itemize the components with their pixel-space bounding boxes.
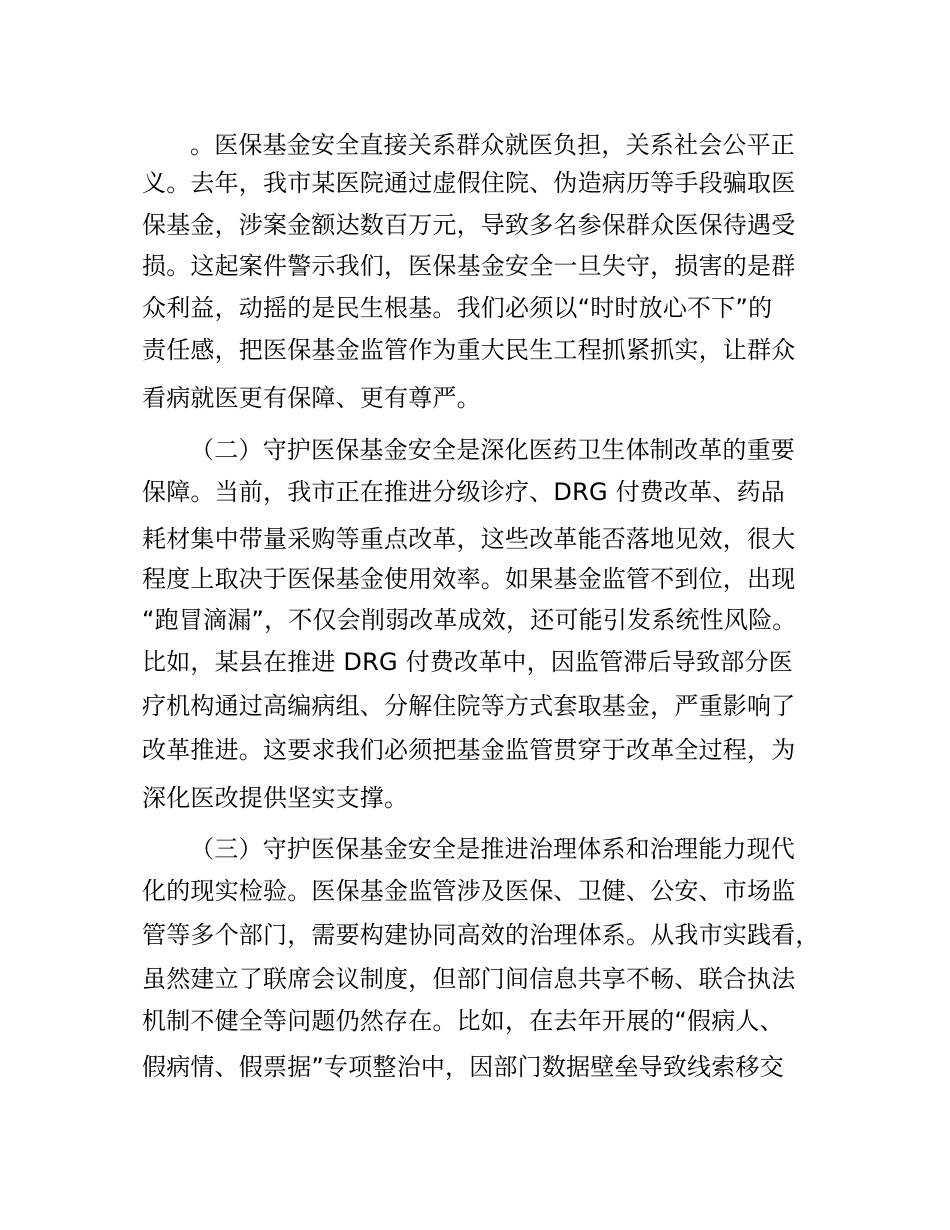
text-line: 责任感，把医保基金监管作为重大民生工程抓紧抓实，让群众 [142, 336, 796, 364]
text-line: 虽然建立了联席会议制度，但部门间信息共享不畅、联合执法 [142, 965, 796, 993]
text-line: 深化医改提供坚实支撑。 [142, 784, 409, 812]
section-heading-2: （二）守护医保基金安全是深化医药卫生体制改革的重要 [190, 436, 795, 464]
text-line: 。医保基金安全直接关系群众就医负担，关系社会公平正 [190, 131, 795, 159]
text-line: 管等多个部门，需要构建协同高效的治理体系。从我市实践看， [142, 921, 820, 949]
text-line: 耗材集中带量采购等重点改革，这些改革能否落地见效，很大 [142, 525, 796, 553]
text-line: 程度上取决于医保基金使用效率。如果基金监管不到位，出现 [142, 565, 796, 593]
text-line: 比如，某县在推进 DRG 付费改革中，因监管滞后导致部分医 [142, 648, 793, 676]
text-line: 保障。当前，我市正在推进分级诊疗、DRG 付费改革、药品 [142, 478, 785, 506]
text-line: 保基金，涉案金额达数百万元，导致多名参保群众医保待遇受 [142, 211, 796, 239]
text-line: 改革推进。这要求我们必须把基金监管贯穿于改革全过程，为 [142, 736, 796, 764]
text-line: 疗机构通过高编病组、分解住院等方式套取基金，严重影响了 [142, 692, 796, 720]
text-line: 化的现实检验。医保基金监管涉及医保、卫健、公安、市场监 [142, 877, 796, 905]
section-heading-3: （三）守护医保基金安全是推进治理体系和治理能力现代 [190, 835, 795, 863]
text-line: 看病就医更有保障、更有尊严。 [142, 384, 481, 412]
text-line: 义。去年，我市某医院通过虚假住院、伪造病历等手段骗取医 [142, 169, 796, 197]
text-line: 众利益，动摇的是民生根基。我们必须以“时时放心不下”的 [142, 294, 773, 322]
text-line: 损。这起案件警示我们，医保基金安全一旦失守，损害的是群 [142, 252, 796, 280]
text-line: 机制不健全等问题仍然存在。比如，在去年开展的“假病人、 [142, 1007, 784, 1035]
text-line: 假病情、假票据”专项整治中，因部门数据壁垒导致线索移交 [142, 1053, 784, 1081]
text-line: “跑冒滴漏”，不仅会削弱改革成效，还可能引发系统性风险。 [142, 606, 797, 634]
